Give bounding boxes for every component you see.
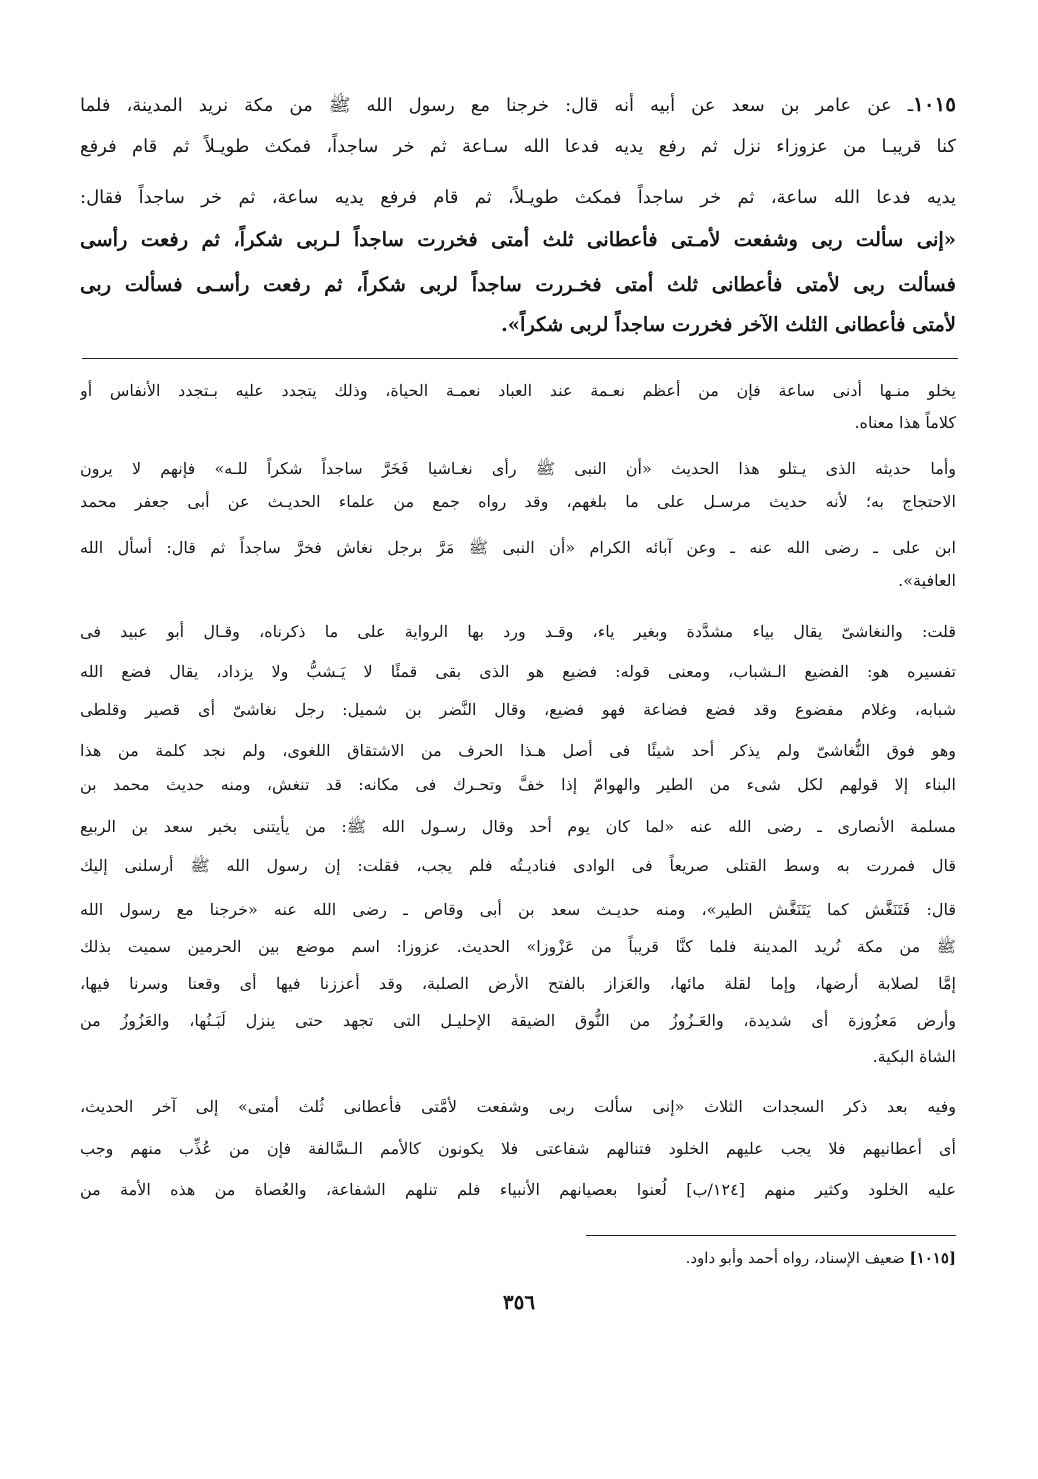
footnote <box>456 1247 956 1269</box>
hadith-number-mark: ـ <box>891 95 914 116</box>
hadith-line-3: يديه فدعا الله ساعة، ثم خر ساجداً فمكث طويـلاً، ثم قام فرفع يديه ساعة، ثم خر ساجداً فقال: <box>80 187 956 208</box>
commentary-line: إمَّا لصلابة أرضها، وإما لقلة مائها، والعَزاز بالفتح الأرض الصلبة، وقد أعززنا فيها أى وقعنا وسرنا فيها، <box>80 974 956 993</box>
commentary-line: قلت: والنغاشىّ يقال بياء مشدَّدة وبغير ياء، وقـد ورد بها الرواية على ما ذكرناه، وقـال أبو عبيد فى <box>80 622 956 641</box>
page-number: ٣٥٦ <box>502 1290 536 1314</box>
commentary-line: العافية». <box>898 571 956 590</box>
hadith-text: عن عامر بن سعد عن أبيه أنه قال: خرجنا مع رسول الله ﷺ من مكة نريد المدينة، فلما <box>80 95 892 116</box>
hadith-quote-line-1: «إنى سألت ربى وشفعت لأمـتى فأعطانى ثلث أمتى فخررت ساجداً لـربى شكراً، ثم رفعت رأسى <box>80 228 956 251</box>
commentary-line: قال: فَتَنَغَّش كما يَتَنَغَّش الطير»، ومنه حديـث سعد بن أبى وقاص ـ رضى الله عنه «خرجنا مع رسول الله <box>80 900 956 919</box>
hadith-quote-line-3: لأمتى فأعطانى الثلث الآخر فخررت ساجداً لربى شكراً». <box>500 313 956 336</box>
commentary-line: قال فمررت به وسط القتلى صريعاً فى الوادى فناديـتُه فلم يجب، فقلت: إن رسول الله ﷺ أرسلنى إليك <box>80 856 956 875</box>
hadith-quote-line-2: فسألت ربى لأمتى فأعطانى ثلث أمتى فخـررت ساجداً لربى شكراً، ثم رفعت رأسـى فسألت ربى <box>80 273 956 296</box>
footnote-number: [١٠١٥] <box>909 1249 956 1267</box>
footnote-rule <box>586 1235 956 1236</box>
separator-rule <box>82 358 958 359</box>
commentary-line: وأما حديثه الذى يـتلو هذا الحديث «أن النبى ﷺ رأى نغـاشيا فَخَرَّ ساجداً شكراً للـه» فإنهم لا يرون <box>80 459 956 478</box>
commentary-line: أى أعطانيهم فلا يجب عليهم الخلود فتنالهم شفاعتى فلا يكونون كالأمم الـسَّالفة فإن من عُذِّب منهم وجب <box>80 1139 956 1158</box>
commentary-line: الشاة البكية. <box>872 1047 956 1066</box>
commentary-line: كلاماً هذا معناه. <box>854 413 956 432</box>
commentary-line: الاحتجاج به؛ لأنه حديث مرسـل على ما بلغهم، وقد رواه جمع من علماء الحديـث عن أبى جعفر محمد <box>80 492 956 511</box>
hadith-line-2: كنا قريبـا من عزوزاء نزل ثم رفع يديه فدعا الله سـاعة ثم خر ساجداً، فمكث طويـلاً ثم قام فرفع <box>80 136 956 157</box>
commentary-line: ﷺ من مكة نُريد المدينة فلما كنَّا قريباً من عَزْوزا» الحديث. عزوزا: اسم موضع بين الحرمين سميت بذلك <box>80 937 956 956</box>
commentary-line: مسلمة الأنصارى ـ رضى الله عنه «لما كان يوم أحد وقال رسـول الله ﷺ: من يأيتنى بخبر سعد بن الربيع <box>80 817 956 836</box>
commentary-line: عليه الخلود وكثير منهم [١٢٤/ب] لُعنوا بعصيانهم الأنبياء فلم تنلهم الشفاعة، والعُصاة من هذه الأمة من <box>80 1180 956 1199</box>
commentary-line: وأرض مَعزُوزة أى شديدة، والعَـزُوزُ من النُّوق الضيقة الإحليـل التى تجهد حتى ينزل لَبَـنُها، والعَزُوزُ من <box>80 1011 956 1030</box>
commentary-line: يخلو منـها أدنى ساعة فإن من أعظم نعـمة عند العباد نعمـة الحياة، وذلك يتجدد عليه بـتجدد الأنفاس أو <box>80 381 956 400</box>
commentary-line: تفسيره هو: الفضيع الـشباب، ومعنى قوله: فضيع هو الذى بقى قمئًا لا يَـشبُّ ولا يزداد، يقال فضع الله <box>80 662 956 681</box>
commentary-line: ابن على ـ رضى الله عنه ـ وعن آبائه الكرام «أن النبى ﷺ مَرَّ برجل نغاش فخرَّ ساجداً ثم قال: أسأل الله <box>80 538 956 557</box>
footnote-text: ضعيف الإسناد، رواه أحمد وأبو داود. <box>685 1249 905 1267</box>
commentary-line: وهو فوق النُّغاشىّ ولم يذكر أحد شيئًا فى أصل هـذا الحرف من الاشتقاق اللغوى، ولم نجد كلمة من هذا <box>80 741 956 760</box>
commentary-line: شبابه، وغلام مفضوع وقد فضع فضاعة فهو فضيع، وقال النَّضر بن شميل: رجل نغاشىّ أى قصير وقلطى <box>80 700 956 719</box>
commentary-line: البناء إلا قولهم لكل شىء من الطير والهوامّ إذا خفَّ وتحـرك فى مكانه: قد تنغش، ومنه حديث محمد بن <box>80 775 956 794</box>
commentary-line: وفيه بعد ذكر السجدات الثلاث «إنى سألت ربى وشفعت لأمَّتى فأعطانى ثُلث أمتى» إلى آخر الحديث، <box>80 1097 956 1116</box>
hadith-line-1 <box>80 84 956 124</box>
hadith-number: ١٠١٥ <box>913 92 956 116</box>
